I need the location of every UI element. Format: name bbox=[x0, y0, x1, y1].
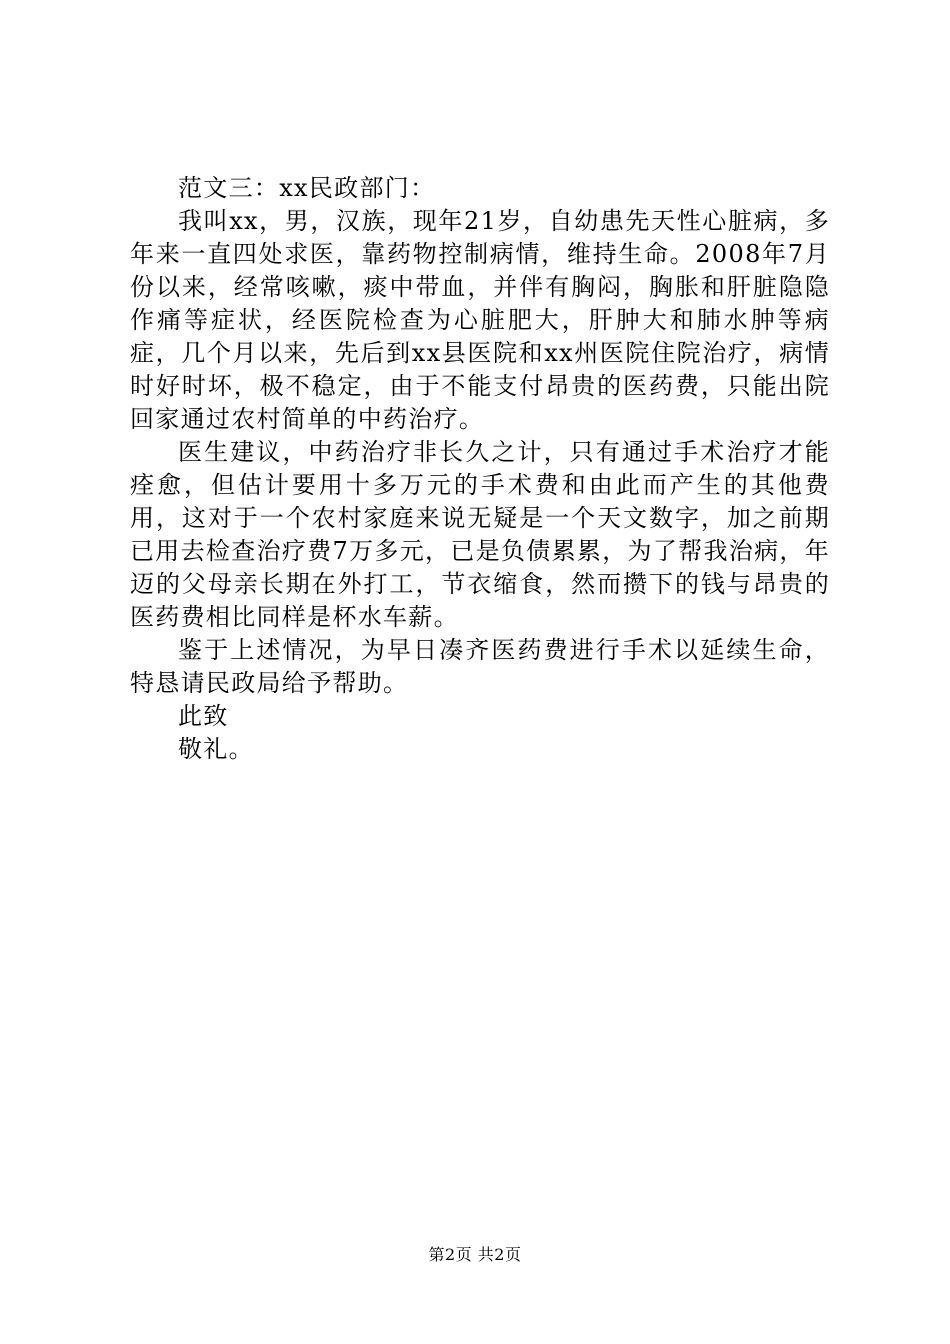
paragraph-1: 我叫xx，男，汉族，现年21岁，自幼患先天性心脏病，多年来一直四处求医，靠药物控制病情，维持生命。2008年7月份以来，经常咳嗽，痰中带血，并伴有胸闷，胸胀和肝脏隐隐作痛等症状，经医院检查为心脏肥大，肝肿大和肺水肿等病症，几个月以来，先后到xx县医院和xx州医院住院治疗，病情时好时坏，极不稳定，由于不能支付昂贵的医药费，只能出院回家通过农村简单的中药治疗。 bbox=[130, 207, 830, 433]
paragraph-2: 医生建议，中药治疗非长久之计，只有通过手术治疗才能痊愈，但估计要用十多万元的手术费和由此而产生的其他费用，这对于一个农村家庭来说无疑是一个天文数字，加之前期已用去检查治疗费7万多元，已是负债累累，为了帮我治病，年迈的父母亲长期在外打工，节衣缩食，然而攒下的钱与昂贵的医药费相比同样是杯水车薪。 bbox=[130, 438, 830, 631]
closing-regards: 此致 bbox=[178, 702, 229, 730]
paragraph-3: 鉴于上述情况，为早日凑齐医药费进行手术以延续生命，特恳请民政局给予帮助。 bbox=[130, 636, 830, 697]
closing-salute: 敬礼。 bbox=[178, 735, 254, 763]
page-number-footer: 第2页 共2页 bbox=[428, 1245, 522, 1264]
salutation: 范文三：xx民政部门： bbox=[178, 174, 436, 202]
letter-body bbox=[130, 172, 830, 766]
